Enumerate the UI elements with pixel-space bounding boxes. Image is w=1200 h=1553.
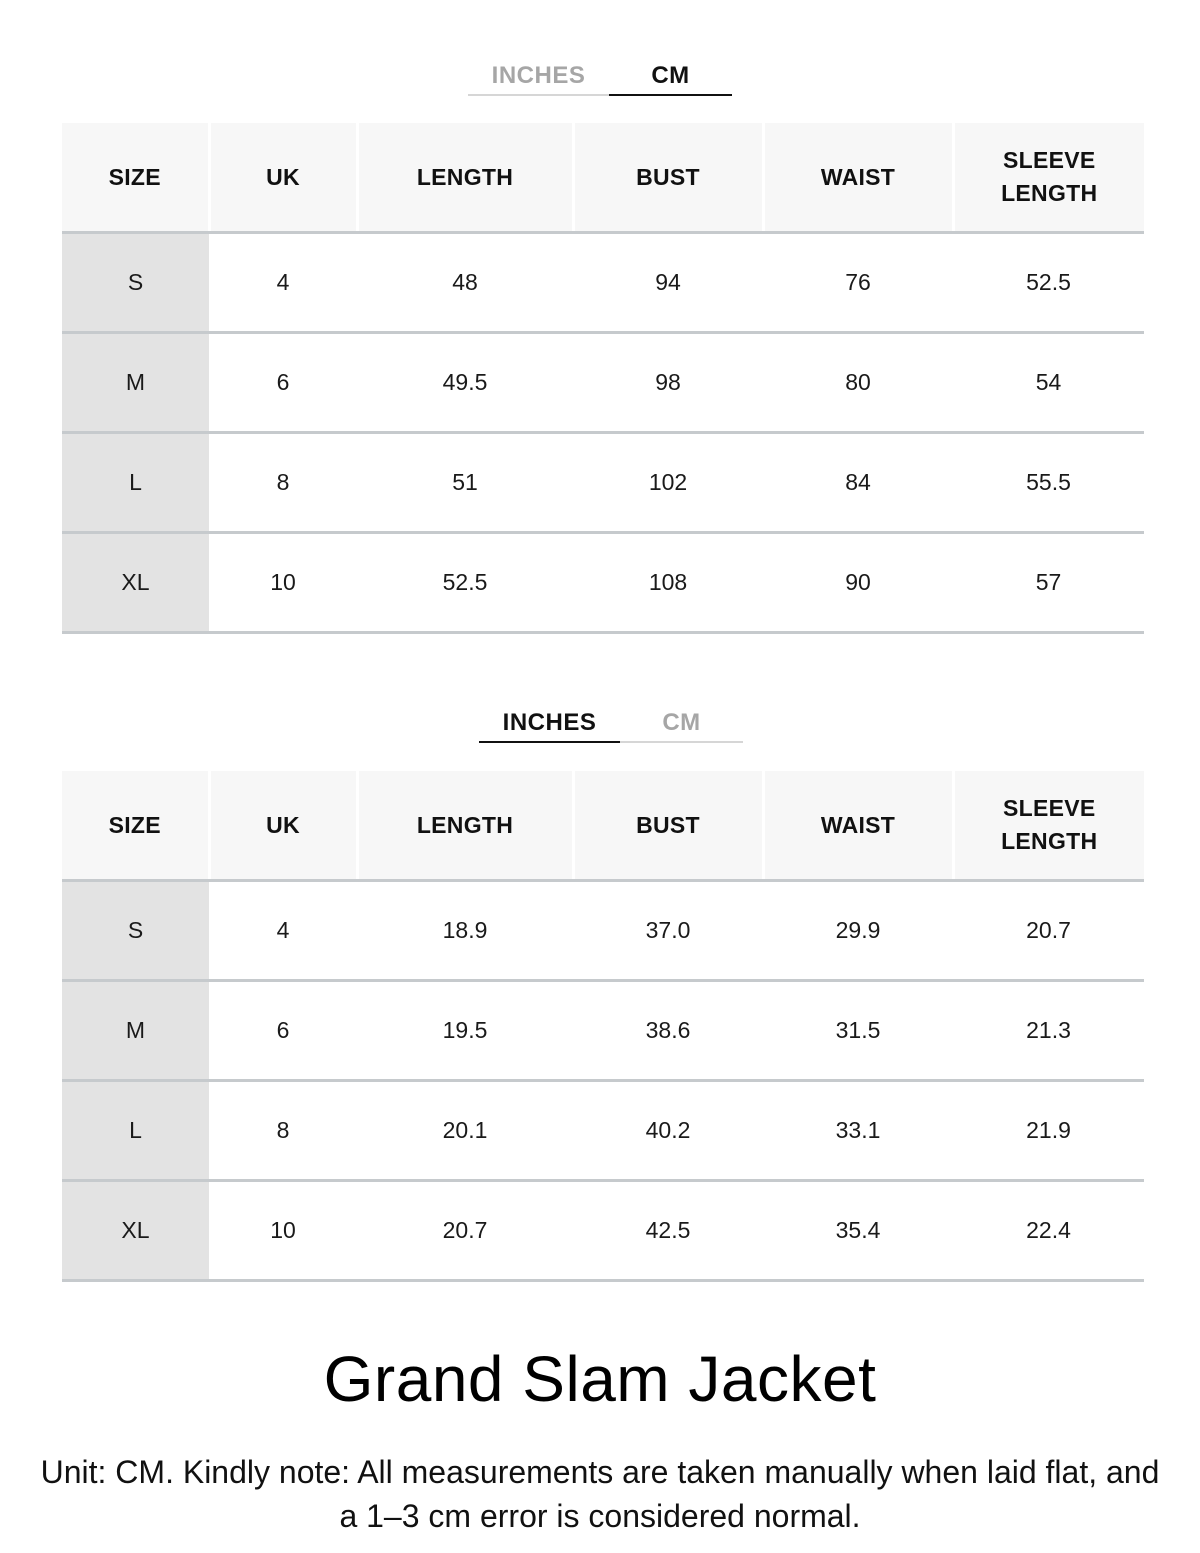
cell-sleeve-length: 21.3 [953,981,1144,1081]
cell-sleeve-length: 20.7 [953,881,1144,981]
cell-length: 19.5 [357,981,573,1081]
cell-bust: 102 [573,433,763,533]
cell-bust: 108 [573,533,763,633]
cell-bust: 37.0 [573,881,763,981]
cell-uk: 10 [209,1181,357,1281]
header-bust: BUST [573,771,763,881]
cell-size: XL [62,533,209,633]
cell-waist: 76 [763,233,953,333]
table-row [62,1081,1144,1181]
cell-sleeve-length: 52.5 [953,233,1144,333]
table-row [62,533,1144,633]
header-length: LENGTH [357,771,573,881]
header-waist: WAIST [763,771,953,881]
table-row [62,433,1144,533]
header-bust: BUST [573,123,763,233]
table-row [62,1181,1144,1281]
table-row [62,881,1144,981]
table-row [62,333,1144,433]
header-waist: WAIST [763,123,953,233]
tab-inches[interactable]: INCHES [479,703,620,743]
cell-size: S [62,233,209,333]
cell-length: 51 [357,433,573,533]
cell-length: 18.9 [357,881,573,981]
cell-size: XL [62,1181,209,1281]
cell-size: S [62,881,209,981]
cell-waist: 31.5 [763,981,953,1081]
cell-size: M [62,981,209,1081]
cell-waist: 35.4 [763,1181,953,1281]
cell-bust: 40.2 [573,1081,763,1181]
size-chart-table-inches [62,771,1144,1282]
cell-uk: 8 [209,1081,357,1181]
table-row [62,233,1144,333]
header-size: SIZE [62,123,209,233]
cell-waist: 80 [763,333,953,433]
cell-bust: 42.5 [573,1181,763,1281]
header-sleeve-length: SLEEVE LENGTH [953,123,1144,233]
tab-cm[interactable]: CM [620,703,743,743]
unit-tabs-cm-table [468,56,732,96]
cell-length: 52.5 [357,533,573,633]
header-length: LENGTH [357,123,573,233]
cell-uk: 10 [209,533,357,633]
cell-bust: 94 [573,233,763,333]
cell-sleeve-length: 54 [953,333,1144,433]
cell-uk: 6 [209,981,357,1081]
cell-length: 48 [357,233,573,333]
measurement-note: Unit: CM. Kindly note: All measurements are taken manually when laid flat, and a 1–3 cm error is considered normal. [40,1454,1160,1534]
table-row [62,981,1144,1081]
cell-length: 49.5 [357,333,573,433]
table-header-row [62,123,1144,233]
cell-uk: 8 [209,433,357,533]
header-sleeve-length: SLEEVE LENGTH [953,771,1144,881]
cell-waist: 90 [763,533,953,633]
cell-length: 20.1 [357,1081,573,1181]
cell-bust: 38.6 [573,981,763,1081]
cell-sleeve-length: 55.5 [953,433,1144,533]
cell-size: M [62,333,209,433]
tab-cm[interactable]: CM [609,56,732,96]
cell-sleeve-length: 21.9 [953,1081,1144,1181]
table-header-row [62,771,1144,881]
cell-waist: 33.1 [763,1081,953,1181]
unit-tabs-inches-table [479,703,743,743]
size-chart-table-cm [62,123,1144,634]
cell-bust: 98 [573,333,763,433]
cell-uk: 4 [209,233,357,333]
cell-uk: 6 [209,333,357,433]
cell-size: L [62,433,209,533]
cell-uk: 4 [209,881,357,981]
header-size: SIZE [62,771,209,881]
cell-waist: 84 [763,433,953,533]
cell-sleeve-length: 57 [953,533,1144,633]
cell-size: L [62,1081,209,1181]
header-uk: UK [209,771,357,881]
cell-waist: 29.9 [763,881,953,981]
cell-length: 20.7 [357,1181,573,1281]
cell-sleeve-length: 22.4 [953,1181,1144,1281]
tab-inches[interactable]: INCHES [468,56,609,96]
product-title: Grand Slam Jacket [323,1343,877,1415]
header-uk: UK [209,123,357,233]
